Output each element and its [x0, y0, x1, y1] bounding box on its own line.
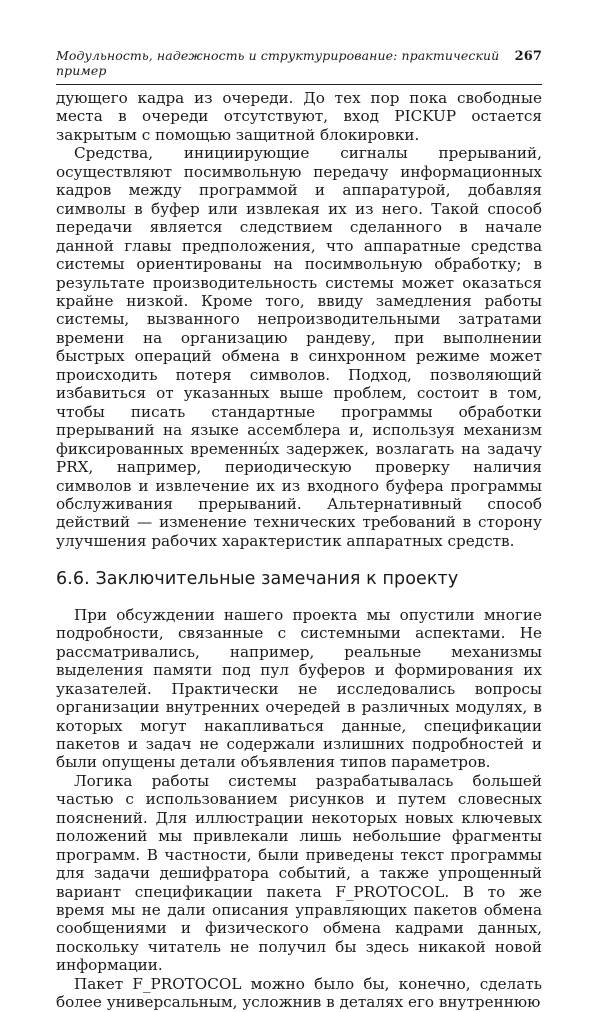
page-number: 267 [514, 49, 542, 64]
paragraph-interrupts: Средства, инициирующие сигналы прерываний, осуществляют посимвольную передачу информационных кадров между программой и аппаратурой, добавляя символы в буфер или извлекая их из него. Такой способ передачи является следствием сделанного в начале данной главы предположения, что аппаратные средства системы ориентированы на посимвольную обработку; в результате производительность системы может оказаться крайне низкой. Кроме того, ввиду замедления работы системы, вызванного непроизводительными затратами времени на организацию рандеву, при выполнении быстрых операций обмена в синхронном режиме может происходить потеря символов. Подход, позволяющий избавиться от указанных выше проблем, состоит в том, чтобы писать стандартные программы обработки прерываний на языке ассемблера и, используя механизм фиксированных временны́х задержек, возлагать на задачу PRX, например, периодическую проверку наличия символов и извлечение их из входного буфера программы обслуживания прерываний. Альтернативный способ действий — изменение технических требований в сторону улучшения рабочих характеристик аппаратных средств. [56, 144, 542, 550]
running-title: Модульность, надежность и структурирование: практический пример [56, 48, 500, 78]
paragraph-f-protocol: Пакет F_PROTOCOL можно было бы, конечно, сделать более универсальным, усложнив в деталях его внутреннюю [56, 974, 542, 1012]
section-heading: 6.6. Заключительные замечания к проекту [56, 569, 459, 590]
paragraph-continued: дующего кадра из очереди. До тех пор пока свободные места в очереди отсутствуют, вход PICKUP остается закрытым с помощью защитной блокировки. [56, 89, 542, 144]
paragraph-omissions: При обсуждении нашего проекта мы опустили многие подробности, связанные с системными аспектами. Не рассматривались, например, реальные механизмы выделения памяти под пул буферов и формирования их указателей. Практически не исследовались вопросы организации внутренних очередей в различных модулях, в которых могут накапливаться данные, спецификации пакетов и задач не содержали излишних подробностей и были опущены детали объявления типов параметров. [56, 605, 542, 772]
book-page [56, 48, 542, 1012]
paragraph-logic: Логика работы системы разрабатывалась большей частью с использованием рисунков и путем словесных пояснений. Для иллюстрации некоторых новых ключевых положений мы привлекали лишь небольшие фрагменты программ. В частности, были приведены текст программы для задачи дешифратора событий, а также упрощенный вариант спецификации пакета F_PROTOCOL. В то же время мы не дали описания управляющих пакетов обмена сообщениями и физического обмена кадрами данных, поскольку читатель не получил бы здесь никакой новой информации. [56, 771, 542, 975]
running-header [56, 48, 542, 85]
body-text [56, 89, 542, 1012]
